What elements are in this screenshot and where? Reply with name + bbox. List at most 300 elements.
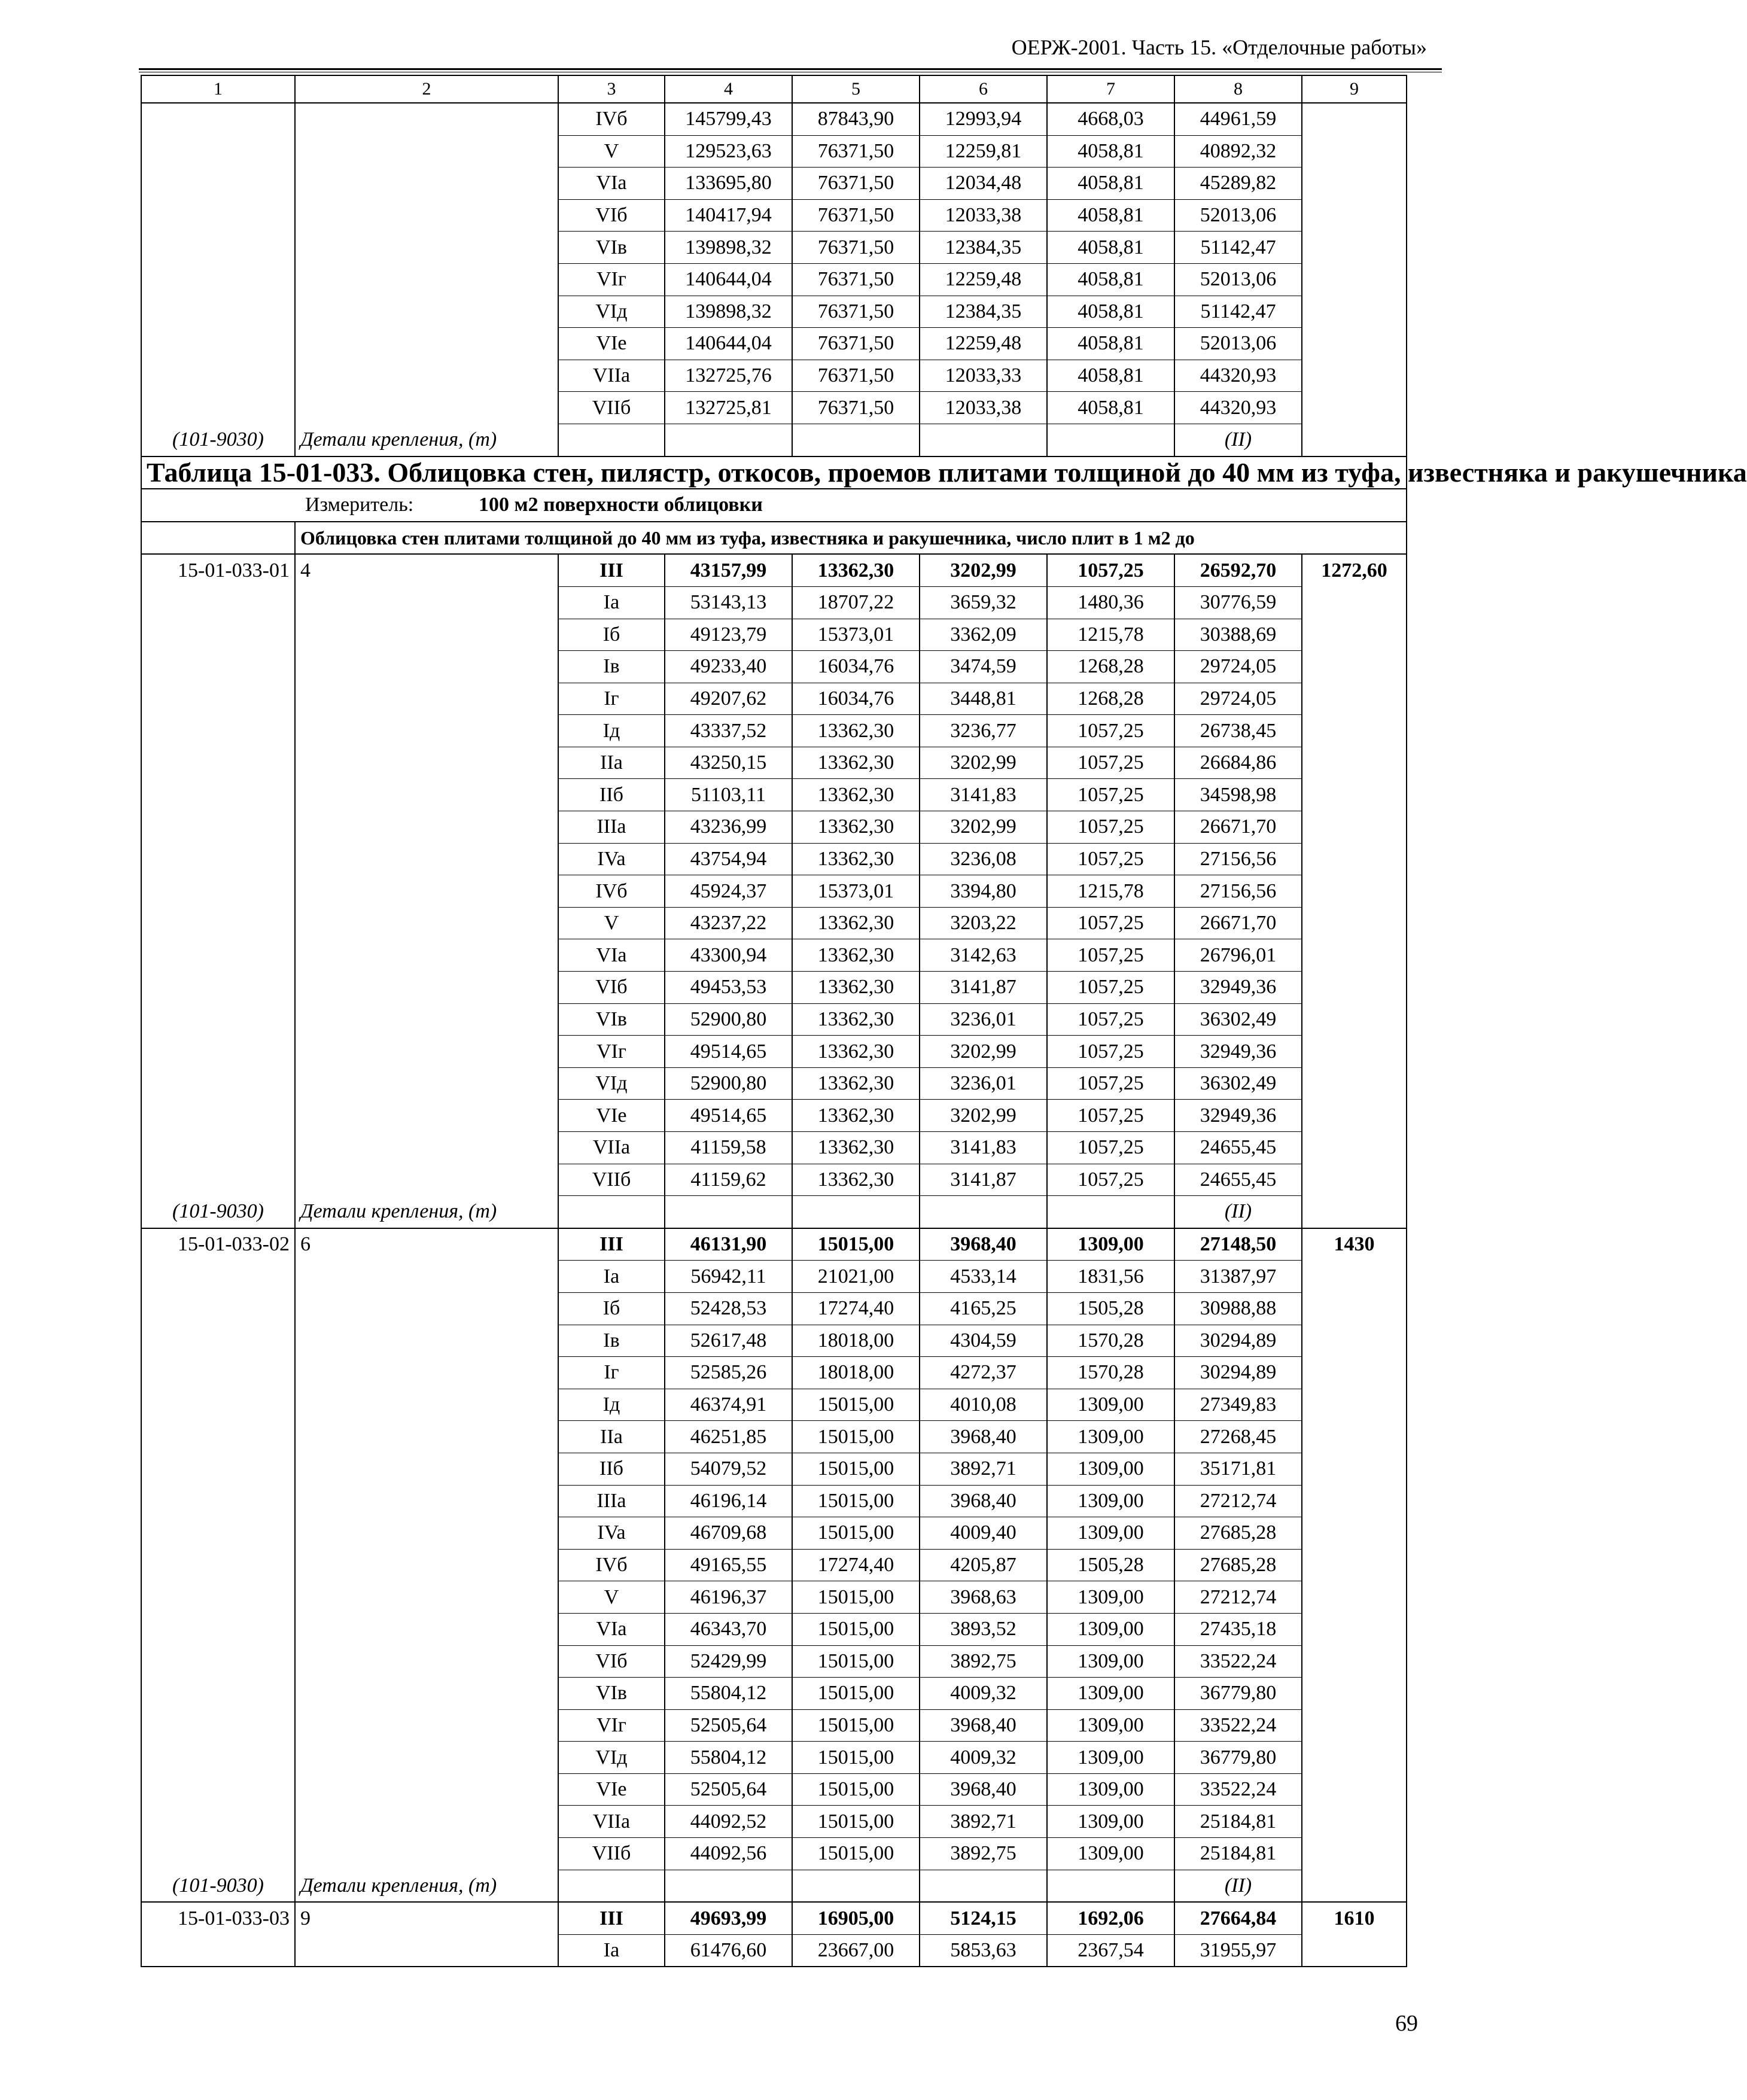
value-cell: 3448,81 — [920, 683, 1047, 715]
param-cell — [295, 1067, 558, 1100]
zone-cell: Iб — [558, 619, 665, 651]
value-cell: 1309,00 — [1047, 1517, 1174, 1550]
zone-cell: VIг — [558, 263, 665, 296]
empty-cell — [665, 1196, 792, 1228]
value-cell: 49453,53 — [665, 972, 792, 1004]
code-cell — [141, 1325, 295, 1357]
param-cell — [295, 1709, 558, 1742]
value-cell: 12033,38 — [920, 392, 1047, 424]
zone-cell: Ia — [558, 1261, 665, 1293]
value-cell: 16905,00 — [792, 1902, 920, 1934]
value-cell: 26592,70 — [1174, 554, 1302, 586]
value-cell: 26671,70 — [1174, 811, 1302, 844]
code-cell — [141, 1164, 295, 1196]
value-cell: 1570,28 — [1047, 1325, 1174, 1357]
empty-cell — [920, 424, 1047, 456]
value-cell: 15015,00 — [792, 1806, 920, 1838]
zone-cell: VIб — [558, 1645, 665, 1678]
code-cell — [141, 1067, 295, 1100]
value-cell: 87843,90 — [792, 103, 920, 135]
zone-cell: VIIa — [558, 1132, 665, 1164]
value-cell: 1057,25 — [1047, 747, 1174, 779]
value-cell: 44092,56 — [665, 1838, 792, 1870]
param-cell: 6 — [295, 1228, 558, 1261]
col9-cell — [1302, 1164, 1407, 1196]
value-cell: 15015,00 — [792, 1581, 920, 1614]
param-cell — [295, 1357, 558, 1389]
param-cell — [295, 843, 558, 875]
param-cell — [295, 199, 558, 232]
empty-cell — [1302, 424, 1407, 456]
detail-mark: (II) — [1174, 424, 1302, 456]
value-cell: 3203,22 — [920, 907, 1047, 939]
detail-row — [141, 1870, 1407, 1902]
value-cell: 15015,00 — [792, 1228, 920, 1261]
zone-cell: IIa — [558, 1421, 665, 1453]
value-cell: 12033,38 — [920, 199, 1047, 232]
value-cell: 3968,40 — [920, 1421, 1047, 1453]
value-cell: 30294,89 — [1174, 1357, 1302, 1389]
value-cell: 52429,99 — [665, 1645, 792, 1678]
value-cell: 3659,32 — [920, 586, 1047, 619]
code-cell — [141, 168, 295, 200]
param-cell — [295, 1838, 558, 1870]
value-cell: 12384,35 — [920, 296, 1047, 328]
table-row — [141, 1453, 1407, 1485]
value-cell: 46343,70 — [665, 1613, 792, 1645]
value-cell: 46374,91 — [665, 1389, 792, 1421]
column-number: 4 — [665, 75, 792, 103]
value-cell: 132725,81 — [665, 392, 792, 424]
param-cell: 4 — [295, 554, 558, 586]
value-cell: 1505,28 — [1047, 1292, 1174, 1325]
value-cell: 43754,94 — [665, 843, 792, 875]
zone-cell: VIв — [558, 232, 665, 264]
value-cell: 139898,32 — [665, 296, 792, 328]
value-cell: 41159,62 — [665, 1164, 792, 1196]
col9-cell — [1302, 1806, 1407, 1838]
value-cell: 36302,49 — [1174, 1003, 1302, 1036]
empty-cell — [558, 1870, 665, 1902]
col9-cell — [1302, 392, 1407, 424]
value-cell: 4058,81 — [1047, 360, 1174, 392]
col9-cell — [1302, 1132, 1407, 1164]
col9-cell — [1302, 715, 1407, 747]
zone-cell: IIIa — [558, 1485, 665, 1517]
table-row — [141, 1549, 1407, 1581]
measure-label: Измеритель: — [305, 494, 414, 516]
code-cell — [141, 875, 295, 908]
param-cell — [295, 1517, 558, 1550]
col9-cell — [1302, 232, 1407, 264]
value-cell: 43250,15 — [665, 747, 792, 779]
empty-cell — [1047, 1870, 1174, 1902]
code-cell — [141, 1806, 295, 1838]
code-cell — [141, 1036, 295, 1068]
zone-cell: Ia — [558, 586, 665, 619]
param-cell — [295, 1581, 558, 1614]
value-cell: 45289,82 — [1174, 168, 1302, 200]
empty-cell — [1047, 1196, 1174, 1228]
value-cell: 13362,30 — [792, 1164, 920, 1196]
value-cell: 13362,30 — [792, 843, 920, 875]
value-cell: 13362,30 — [792, 939, 920, 972]
value-cell: 1505,28 — [1047, 1549, 1174, 1581]
value-cell: 35171,81 — [1174, 1453, 1302, 1485]
value-cell: 1309,00 — [1047, 1453, 1174, 1485]
col9-cell — [1302, 651, 1407, 683]
value-cell: 3236,01 — [920, 1067, 1047, 1100]
param-cell — [295, 1742, 558, 1774]
value-cell: 4009,32 — [920, 1742, 1047, 1774]
value-cell: 2367,54 — [1047, 1934, 1174, 1967]
value-cell: 1057,25 — [1047, 907, 1174, 939]
value-cell: 26671,70 — [1174, 907, 1302, 939]
value-cell: 1057,25 — [1047, 843, 1174, 875]
value-cell: 52013,06 — [1174, 199, 1302, 232]
value-cell: 12384,35 — [920, 232, 1047, 264]
value-cell: 133695,80 — [665, 168, 792, 200]
param-cell — [295, 1806, 558, 1838]
table-row — [141, 199, 1407, 232]
zone-cell: Iб — [558, 1292, 665, 1325]
table-row — [141, 1357, 1407, 1389]
code-cell — [141, 1261, 295, 1293]
value-cell: 1057,25 — [1047, 554, 1174, 586]
table-row — [141, 1581, 1407, 1614]
value-cell: 76371,50 — [792, 199, 920, 232]
value-cell: 3362,09 — [920, 619, 1047, 651]
col9-cell — [1302, 619, 1407, 651]
param-cell — [295, 715, 558, 747]
code-cell — [141, 135, 295, 168]
value-cell: 24655,45 — [1174, 1164, 1302, 1196]
col9-cell — [1302, 1838, 1407, 1870]
value-cell: 15015,00 — [792, 1709, 920, 1742]
value-cell: 13362,30 — [792, 1036, 920, 1068]
zone-cell: Ia — [558, 1934, 665, 1967]
col9-cell: 1272,60 — [1302, 554, 1407, 586]
value-cell: 1268,28 — [1047, 683, 1174, 715]
zone-cell: V — [558, 135, 665, 168]
value-cell: 49514,65 — [665, 1100, 792, 1132]
value-cell: 13362,30 — [792, 1003, 920, 1036]
value-cell: 26796,01 — [1174, 939, 1302, 972]
value-cell: 49693,99 — [665, 1902, 792, 1934]
zone-cell: IIa — [558, 747, 665, 779]
value-cell: 15015,00 — [792, 1678, 920, 1710]
col9-cell: 1430 — [1302, 1228, 1407, 1261]
zone-cell: Iд — [558, 715, 665, 747]
code-cell — [141, 1485, 295, 1517]
param-cell — [295, 972, 558, 1004]
value-cell: 52013,06 — [1174, 328, 1302, 360]
value-cell: 145799,43 — [665, 103, 792, 135]
value-cell: 3474,59 — [920, 651, 1047, 683]
value-cell: 27212,74 — [1174, 1485, 1302, 1517]
zone-cell: VIд — [558, 1742, 665, 1774]
value-cell: 43157,99 — [665, 554, 792, 586]
code-cell — [141, 1773, 295, 1806]
value-cell: 3968,40 — [920, 1485, 1047, 1517]
code-cell — [141, 939, 295, 972]
subtitle: Облицовка стен плитами толщиной до 40 мм из туфа, известняка и ракушечника, число плит в 1 м2 до — [295, 522, 1407, 555]
value-cell: 51142,47 — [1174, 296, 1302, 328]
empty-cell — [141, 522, 295, 555]
value-cell: 49207,62 — [665, 683, 792, 715]
code-cell — [141, 779, 295, 811]
value-cell: 1057,25 — [1047, 1164, 1174, 1196]
zone-cell: VIг — [558, 1036, 665, 1068]
value-cell: 16034,76 — [792, 651, 920, 683]
value-cell: 3893,52 — [920, 1613, 1047, 1645]
zone-cell: VIг — [558, 1709, 665, 1742]
value-cell: 13362,30 — [792, 1132, 920, 1164]
zone-cell: VIв — [558, 1003, 665, 1036]
column-number: 8 — [1174, 75, 1302, 103]
price-table — [141, 75, 1747, 1967]
detail-mark: (II) — [1174, 1196, 1302, 1228]
value-cell: 46131,90 — [665, 1228, 792, 1261]
zone-cell: VIIa — [558, 360, 665, 392]
code-cell — [141, 392, 295, 424]
zone-cell: IVб — [558, 1549, 665, 1581]
detail-label: Детали крепления, (т) — [295, 1196, 558, 1228]
param-cell — [295, 811, 558, 844]
col9-cell — [1302, 907, 1407, 939]
table-row — [141, 619, 1407, 651]
value-cell: 33522,24 — [1174, 1709, 1302, 1742]
col9-cell — [1302, 1709, 1407, 1742]
value-cell: 53143,13 — [665, 586, 792, 619]
param-cell — [295, 1100, 558, 1132]
table-row — [141, 1421, 1407, 1453]
value-cell: 1309,00 — [1047, 1742, 1174, 1774]
col9-cell — [1302, 1003, 1407, 1036]
table-row — [141, 747, 1407, 779]
zone-cell: VIв — [558, 1678, 665, 1710]
zone-cell: VIIб — [558, 392, 665, 424]
col9-cell — [1302, 972, 1407, 1004]
code-cell — [141, 907, 295, 939]
value-cell: 27156,56 — [1174, 875, 1302, 908]
value-cell: 76371,50 — [792, 392, 920, 424]
value-cell: 32949,36 — [1174, 1100, 1302, 1132]
code-cell — [141, 586, 295, 619]
code-cell — [141, 1453, 295, 1485]
value-cell: 1309,00 — [1047, 1709, 1174, 1742]
code-cell — [141, 1100, 295, 1132]
value-cell: 1309,00 — [1047, 1485, 1174, 1517]
value-cell: 3236,08 — [920, 843, 1047, 875]
zone-cell: IIб — [558, 1453, 665, 1485]
column-number: 7 — [1047, 75, 1174, 103]
value-cell: 1309,00 — [1047, 1678, 1174, 1710]
value-cell: 3202,99 — [920, 554, 1047, 586]
value-cell: 43337,52 — [665, 715, 792, 747]
param-cell — [295, 1453, 558, 1485]
value-cell: 1692,06 — [1047, 1902, 1174, 1934]
code-cell — [141, 1389, 295, 1421]
value-cell: 140417,94 — [665, 199, 792, 232]
value-cell: 3968,40 — [920, 1773, 1047, 1806]
value-cell: 3141,83 — [920, 1132, 1047, 1164]
param-cell — [295, 328, 558, 360]
col9-cell — [1302, 1934, 1407, 1967]
value-cell: 15373,01 — [792, 619, 920, 651]
zone-cell: VIe — [558, 1773, 665, 1806]
value-cell: 76371,50 — [792, 232, 920, 264]
value-cell: 1057,25 — [1047, 972, 1174, 1004]
code-cell — [141, 1934, 295, 1967]
value-cell: 15015,00 — [792, 1838, 920, 1870]
value-cell: 36302,49 — [1174, 1067, 1302, 1100]
value-cell: 43237,22 — [665, 907, 792, 939]
param-cell — [295, 1678, 558, 1710]
table-row — [141, 875, 1407, 908]
code-cell — [141, 199, 295, 232]
value-cell: 4533,14 — [920, 1261, 1047, 1293]
value-cell: 34598,98 — [1174, 779, 1302, 811]
code-cell — [141, 1709, 295, 1742]
value-cell: 52617,48 — [665, 1325, 792, 1357]
col9-cell — [1302, 135, 1407, 168]
column-number: 3 — [558, 75, 665, 103]
col9-cell — [1302, 1517, 1407, 1550]
zone-cell: Iг — [558, 1357, 665, 1389]
zone-cell: Iг — [558, 683, 665, 715]
col9-cell — [1302, 1645, 1407, 1678]
value-cell: 139898,32 — [665, 232, 792, 264]
code-cell — [141, 296, 295, 328]
table-row — [141, 103, 1407, 135]
header-rule — [139, 68, 1442, 70]
zone-cell: IIIa — [558, 811, 665, 844]
value-cell: 1057,25 — [1047, 1100, 1174, 1132]
col9-cell — [1302, 103, 1407, 135]
value-cell: 5124,15 — [920, 1902, 1047, 1934]
zone-cell: Iд — [558, 1389, 665, 1421]
zone-cell: IVб — [558, 103, 665, 135]
value-cell: 46196,14 — [665, 1485, 792, 1517]
column-number: 6 — [920, 75, 1047, 103]
value-cell: 1268,28 — [1047, 651, 1174, 683]
table-row — [141, 1036, 1407, 1068]
col9-cell — [1302, 1742, 1407, 1774]
value-cell: 15015,00 — [792, 1773, 920, 1806]
empty-cell — [1047, 424, 1174, 456]
empty-cell — [920, 1870, 1047, 1902]
param-cell — [295, 1036, 558, 1068]
table-row — [141, 1934, 1407, 1967]
col9-cell — [1302, 843, 1407, 875]
value-cell: 32949,36 — [1174, 1036, 1302, 1068]
value-cell: 13362,30 — [792, 907, 920, 939]
value-cell: 3142,63 — [920, 939, 1047, 972]
param-cell — [295, 263, 558, 296]
column-number: 2 — [295, 75, 558, 103]
param-cell — [295, 232, 558, 264]
value-cell: 29724,05 — [1174, 683, 1302, 715]
detail-code: (101-9030) — [141, 424, 295, 456]
col9-cell — [1302, 1292, 1407, 1325]
value-cell: 27156,56 — [1174, 843, 1302, 875]
value-cell: 13362,30 — [792, 779, 920, 811]
value-cell: 76371,50 — [792, 263, 920, 296]
param-cell — [295, 1132, 558, 1164]
param-cell — [295, 907, 558, 939]
param-cell — [295, 1292, 558, 1325]
table-row — [141, 586, 1407, 619]
value-cell: 13362,30 — [792, 1100, 920, 1132]
code-cell — [141, 1742, 295, 1774]
zone-cell: V — [558, 907, 665, 939]
value-cell: 15015,00 — [792, 1421, 920, 1453]
value-cell: 1309,00 — [1047, 1613, 1174, 1645]
value-cell: 12259,81 — [920, 135, 1047, 168]
value-cell: 4272,37 — [920, 1357, 1047, 1389]
value-cell: 1057,25 — [1047, 715, 1174, 747]
value-cell: 61476,60 — [665, 1934, 792, 1967]
zone-cell: III — [558, 1228, 665, 1261]
detail-label: Детали крепления, (т) — [295, 424, 558, 456]
value-cell: 36779,80 — [1174, 1742, 1302, 1774]
table-row — [141, 328, 1407, 360]
zone-cell: Iв — [558, 651, 665, 683]
param-cell — [295, 1325, 558, 1357]
col9-cell — [1302, 1067, 1407, 1100]
table-row — [141, 1100, 1407, 1132]
col9-cell — [1302, 1421, 1407, 1453]
value-cell: 26684,86 — [1174, 747, 1302, 779]
value-cell: 44092,52 — [665, 1806, 792, 1838]
param-cell — [295, 1261, 558, 1293]
col9-cell — [1302, 1325, 1407, 1357]
value-cell: 45924,37 — [665, 875, 792, 908]
value-cell: 17274,40 — [792, 1292, 920, 1325]
measure-value: 100 м2 поверхности облицовки — [479, 494, 763, 516]
col9-cell — [1302, 1549, 1407, 1581]
value-cell: 52013,06 — [1174, 263, 1302, 296]
value-cell: 55804,12 — [665, 1742, 792, 1774]
value-cell: 15015,00 — [792, 1485, 920, 1517]
code-cell: 15-01-033-02 — [141, 1228, 295, 1261]
param-cell — [295, 1773, 558, 1806]
value-cell: 1831,56 — [1047, 1261, 1174, 1293]
param-cell — [295, 683, 558, 715]
value-cell: 51142,47 — [1174, 232, 1302, 264]
table-row — [141, 554, 1407, 586]
value-cell: 4058,81 — [1047, 232, 1174, 264]
value-cell: 27212,74 — [1174, 1581, 1302, 1614]
table-row — [141, 1292, 1407, 1325]
param-cell — [295, 360, 558, 392]
value-cell: 17274,40 — [792, 1549, 920, 1581]
table-title-row — [141, 456, 1407, 489]
value-cell: 4058,81 — [1047, 296, 1174, 328]
running-header: ОЕРЖ-2001. Часть 15. «Отделочные работы» — [1011, 35, 1427, 59]
zone-cell: VIIб — [558, 1164, 665, 1196]
table-row — [141, 232, 1407, 264]
column-number: 9 — [1302, 75, 1407, 103]
zone-cell: V — [558, 1581, 665, 1614]
empty-cell — [558, 424, 665, 456]
value-cell: 3141,87 — [920, 1164, 1047, 1196]
code-cell — [141, 747, 295, 779]
code-cell — [141, 1292, 295, 1325]
value-cell: 51103,11 — [665, 779, 792, 811]
col9-cell — [1302, 1357, 1407, 1389]
